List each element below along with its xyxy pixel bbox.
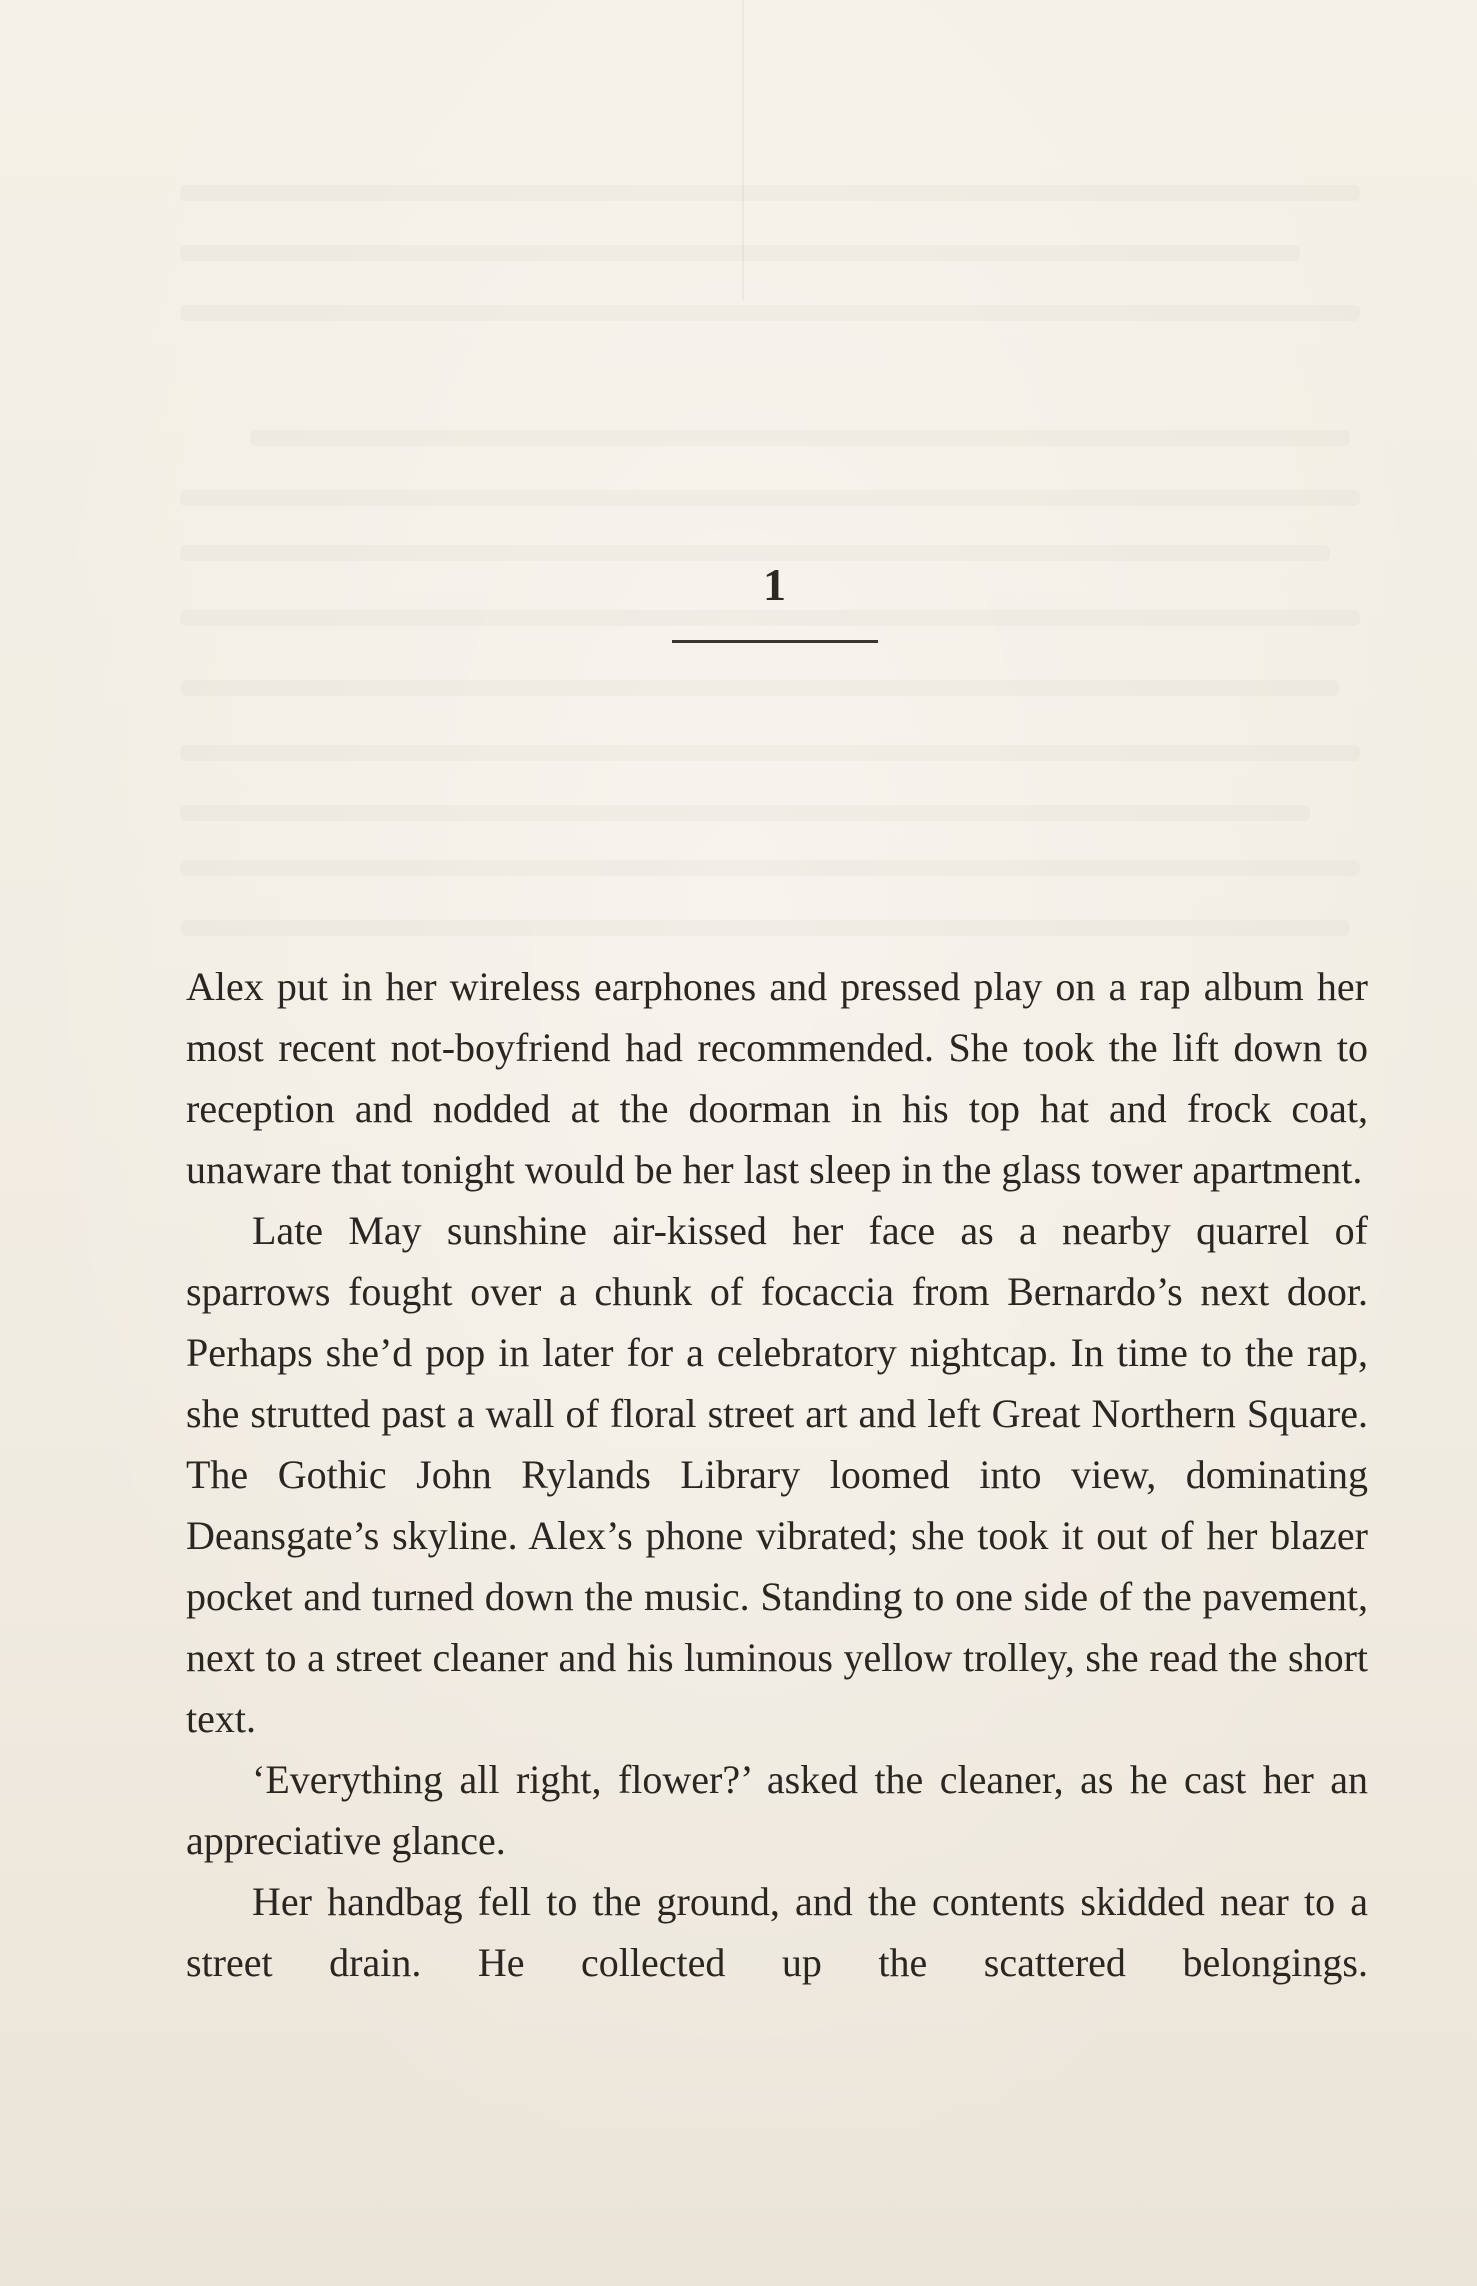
paragraph-3: ‘Everything all right, flower?’ asked the cleaner, as he cast her an appreciative glance. — [186, 1757, 1368, 1863]
show-through-line — [250, 430, 1350, 446]
show-through-line — [180, 680, 1340, 696]
show-through-line — [180, 745, 1360, 761]
paragraph-2: Late May sunshine air-kissed her face as a nearby quarrel of sparrows fought over a chunk of focaccia from Bernardo’s next door. Perhaps she’d pop in later for a celebratory nightcap. In time to the rap, she strutted past a wall of floral street art and left Great Northern Square. The Gothic John Rylands Library loomed into view, dominating Deansgate’s skyline. Alex’s phone vibrated; she took it out of her blazer pocket and turned down the music. Standing to one side of the pavement, next to a street cleaner and his luminous yellow trolley, she read the short text. — [186, 1208, 1368, 1741]
show-through-line — [180, 305, 1360, 321]
chapter-rule — [672, 640, 878, 643]
show-through-line — [180, 610, 1360, 626]
paragraph-4: Her handbag fell to the ground, and the contents skidded near to a street drain. He collected up the scattered belongings. — [186, 1879, 1368, 1985]
chapter-number: 1 — [763, 559, 787, 610]
show-through-line — [180, 185, 1360, 201]
show-through-line — [180, 245, 1300, 261]
show-through-line — [180, 860, 1360, 876]
chapter-body — [186, 956, 1368, 1993]
paragraph-1: Alex put in her wireless earphones and pressed play on a rap album her most recent not-boyfriend had recommended. She took the lift down to reception and nodded at the doorman in his top hat and frock coat, unaware that tonight would be her last sleep in the glass tower apartment. — [186, 964, 1368, 1192]
show-through-line — [180, 920, 1350, 936]
show-through-line — [180, 805, 1310, 821]
show-through-line — [180, 490, 1360, 506]
